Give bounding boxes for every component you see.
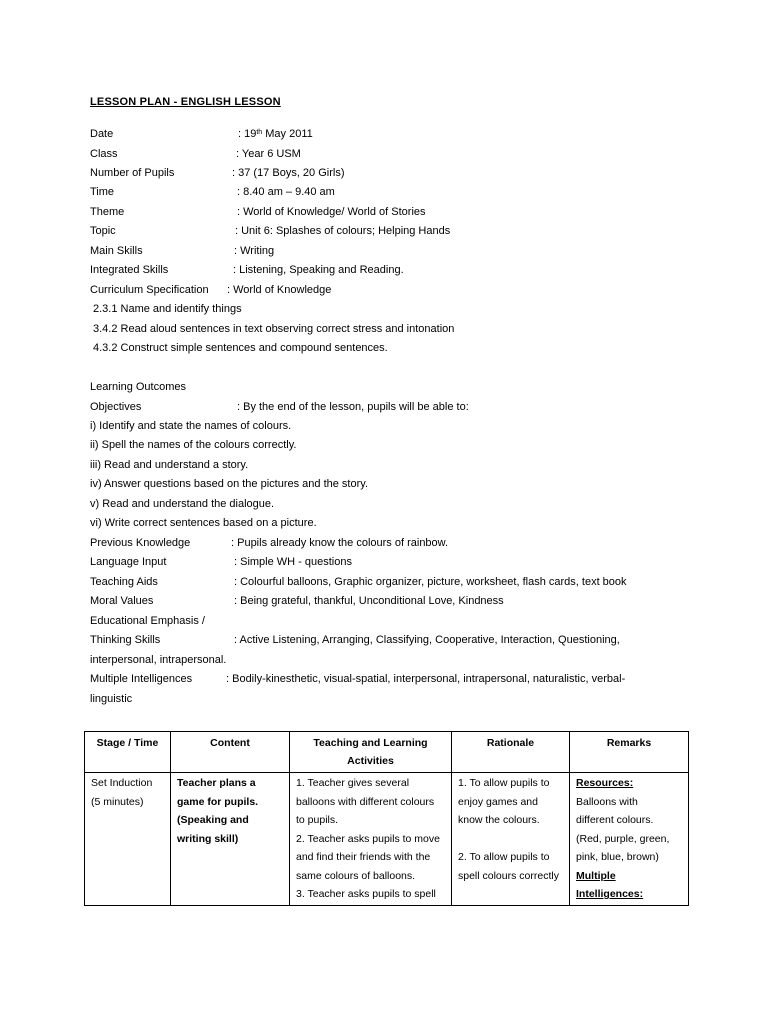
field-label: Topic — [90, 225, 116, 237]
cell-line: spell colours correctly — [458, 869, 559, 882]
cell-line: different colours. — [576, 814, 654, 826]
educational-emphasis-heading: Educational Emphasis / — [90, 615, 205, 627]
cell-line: Teacher plans a — [177, 777, 256, 789]
column-header-remarks: Remarks — [570, 732, 689, 773]
field-value: : Bodily-kinesthetic, visual-spatial, interpersonal, intrapersonal, naturalistic, verbal- — [226, 673, 626, 685]
field-label: Thinking Skills — [90, 634, 161, 646]
multiple-intelligences-label: Multiple — [576, 869, 616, 882]
objective-item: v) Read and understand the dialogue. — [90, 498, 275, 510]
field-label: Teaching Aids — [90, 576, 158, 588]
field-label: Integrated Skills — [90, 264, 169, 276]
cell-line: (Red, purple, green, — [576, 832, 670, 845]
cell-line: to pupils. — [296, 814, 339, 826]
field-label: Previous Knowledge — [90, 537, 191, 549]
column-header-content: Content — [171, 732, 290, 773]
field-label: Class — [90, 148, 118, 160]
spec-item: 3.4.2 Read aloud sentences in text observing correct stress and intonation — [93, 323, 455, 335]
field-value: : Writing — [234, 245, 275, 257]
cell-line: enjoy games and — [458, 795, 538, 808]
table-row — [85, 773, 689, 906]
cell-line: and find their friends with the — [296, 851, 431, 863]
field-continuation: interpersonal, intrapersonal. — [90, 654, 227, 666]
column-header-activities: Teaching and Learning Activities — [290, 732, 452, 773]
field-value: : Unit 6: Splashes of colours; Helping Hands — [235, 225, 451, 237]
field-value: : 8.40 am – 9.40 am — [237, 186, 335, 198]
spec-item: 4.3.2 Construct simple sentences and compound sentences. — [93, 342, 388, 354]
objective-item: i) Identify and state the names of colours. — [90, 420, 292, 432]
field-value: : By the end of the lesson, pupils will be able to: — [237, 401, 469, 413]
resources-label: Resources: — [576, 777, 634, 789]
multiple-intelligences-label: Intelligences: — [576, 888, 644, 900]
cell-line: Balloons with — [576, 795, 638, 808]
cell-line: game for pupils. — [177, 795, 259, 808]
field-value: : World of Knowledge — [227, 284, 332, 296]
cell-line: 3. Teacher asks pupils to spell — [296, 888, 436, 900]
field-label: Time — [90, 186, 115, 198]
field-value: : Active Listening, Arranging, Classifying, Cooperative, Interaction, Questioning, — [234, 634, 620, 646]
lesson-stage-table — [84, 731, 689, 906]
cell-content — [171, 773, 290, 906]
column-header-stage-time: Stage / Time — [85, 732, 171, 773]
page-title: LESSON PLAN - ENGLISH LESSON — [90, 96, 281, 108]
field-label: Language Input — [90, 556, 167, 568]
field-value: : Year 6 USM — [236, 148, 301, 160]
spec-item: 2.3.1 Name and identify things — [93, 303, 242, 315]
table-header-row — [85, 732, 689, 773]
column-header-rationale: Rationale — [452, 732, 570, 773]
field-value: : 37 (17 Boys, 20 Girls) — [232, 167, 345, 179]
field-label: Main Skills — [90, 245, 143, 257]
field-value: : Pupils already know the colours of rainbow. — [231, 537, 449, 549]
field-value: : World of Knowledge/ World of Stories — [237, 206, 426, 218]
field-value: : Listening, Speaking and Reading. — [233, 264, 404, 276]
learning-outcomes-heading: Learning Outcomes — [90, 381, 186, 393]
field-value: : Colourful balloons, Graphic organizer, picture, worksheet, flash cards, text book — [234, 576, 627, 588]
cell-line: same colours of balloons. — [296, 869, 416, 882]
field-value: : Being grateful, thankful, Unconditional Love, Kindness — [234, 595, 504, 607]
cell-line: pink, blue, brown) — [576, 851, 659, 863]
field-label: Number of Pupils — [90, 167, 175, 179]
cell-line: 1. To allow pupils to — [458, 777, 550, 789]
cell-remarks — [570, 773, 689, 906]
field-label: Moral Values — [90, 595, 154, 607]
objective-item: iii) Read and understand a story. — [90, 459, 249, 471]
field-label: Curriculum Specification — [90, 284, 209, 296]
field-label: Theme — [90, 206, 125, 218]
cell-line: know the colours. — [458, 814, 540, 826]
cell-spacer — [458, 830, 563, 849]
field-value: : 19th May 2011 — [238, 128, 313, 140]
objective-item: ii) Spell the names of the colours correctly. — [90, 439, 297, 451]
field-label: Date — [90, 128, 114, 140]
objective-item: vi) Write correct sentences based on a picture. — [90, 517, 317, 529]
cell-line: (5 minutes) — [91, 795, 144, 808]
field-label: Objectives — [90, 401, 142, 413]
cell-line: writing skill) — [177, 832, 239, 845]
cell-line: 2. To allow pupils to — [458, 851, 550, 863]
cell-line: (Speaking and — [177, 814, 249, 826]
field-label: Multiple Intelligences — [90, 673, 193, 685]
cell-line: 2. Teacher asks pupils to move — [296, 832, 440, 845]
cell-line: Set Induction — [91, 777, 153, 789]
cell-line: balloons with different colours — [296, 795, 435, 808]
objective-item: iv) Answer questions based on the pictures and the story. — [90, 478, 369, 490]
cell-stage-time — [85, 773, 171, 906]
field-value: : Simple WH - questions — [234, 556, 352, 568]
cell-activities — [290, 773, 452, 906]
cell-rationale — [452, 773, 570, 906]
field-continuation: linguistic — [90, 693, 133, 705]
cell-line: 1. Teacher gives several — [296, 777, 410, 789]
